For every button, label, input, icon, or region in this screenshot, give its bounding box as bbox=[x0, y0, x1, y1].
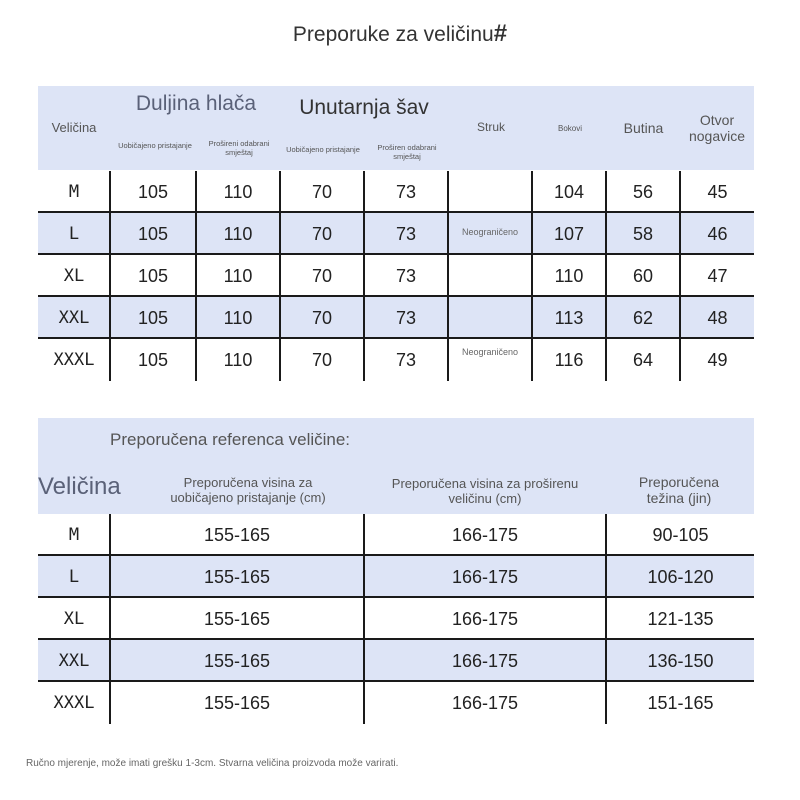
t1-waist-note: Neograničeno bbox=[461, 227, 519, 237]
t1-cell-length-ext: 110 bbox=[223, 181, 253, 202]
t2-cell-size: XL bbox=[63, 609, 85, 629]
t1-header-size: Veličina bbox=[51, 120, 97, 135]
t1-waist-note: Neograničeno bbox=[461, 347, 519, 357]
t2-cell-height-normal: 155-165 bbox=[203, 650, 271, 671]
t2-cell-height-ext: 166-175 bbox=[451, 608, 519, 629]
t1-cell-length-normal: 105 bbox=[137, 349, 169, 370]
t1-cell-hips: 107 bbox=[553, 223, 585, 244]
t1-header-length-group: Duljina hlača bbox=[135, 92, 257, 115]
t1-cell-inseam-normal: 70 bbox=[311, 307, 333, 328]
t1-cell-length-ext: 110 bbox=[223, 265, 253, 286]
t1-cell-thigh: 60 bbox=[632, 265, 654, 286]
t2-header-size: Veličina bbox=[38, 473, 121, 500]
t1-header-inseam-ext: Proširen odabrani smještaj bbox=[377, 143, 437, 161]
t1-cell-inseam-ext: 73 bbox=[395, 181, 417, 202]
page-title-text: Preporuke za veličinu bbox=[292, 23, 494, 46]
t1-cell-inseam-ext: 73 bbox=[395, 307, 417, 328]
t1-cell-size: L bbox=[68, 224, 80, 244]
t2-cell-height-normal: 155-165 bbox=[203, 692, 271, 713]
t1-cell-size: XXXL bbox=[53, 350, 95, 370]
t1-header-hips: Bokovi bbox=[557, 124, 582, 133]
t1-cell-hips: 116 bbox=[554, 349, 584, 370]
t1-header-thigh: Butina bbox=[623, 120, 664, 136]
t2-cell-height-ext: 166-175 bbox=[451, 692, 519, 713]
t1-cell-thigh: 58 bbox=[632, 223, 654, 244]
t2-cell-height-normal: 155-165 bbox=[203, 608, 271, 629]
t2-cell-size: L bbox=[68, 567, 80, 587]
t1-cell-thigh: 64 bbox=[632, 349, 654, 370]
t1-header-hem: Otvor nogavice bbox=[688, 112, 746, 145]
t1-cell-thigh: 62 bbox=[632, 307, 654, 328]
t1-cell-hem: 45 bbox=[707, 181, 728, 202]
t1-cell-thigh: 56 bbox=[632, 181, 654, 202]
t1-cell-hem: 48 bbox=[707, 307, 728, 328]
t1-cell-length-normal: 105 bbox=[137, 265, 169, 286]
t1-cell-inseam-normal: 70 bbox=[311, 223, 333, 244]
t2-header-height-ext: Preporučena visina za proširenu veličinu (cm) bbox=[391, 476, 579, 506]
t2-cell-height-normal: 155-165 bbox=[203, 566, 271, 587]
t1-cell-inseam-ext: 73 bbox=[395, 349, 417, 370]
t1-header-length-ext: Prošireni odabrani smještaj bbox=[208, 139, 270, 157]
t2-cell-weight: 136-150 bbox=[647, 650, 714, 671]
t1-cell-length-ext: 110 bbox=[223, 223, 253, 244]
t1-cell-inseam-ext: 73 bbox=[395, 265, 417, 286]
t1-cell-inseam-normal: 70 bbox=[311, 349, 333, 370]
t1-cell-hips: 110 bbox=[554, 265, 584, 286]
t2-header-height-normal: Preporučena visina za uobičajeno pristajanje (cm) bbox=[170, 475, 326, 505]
t2-header-weight: Preporučena težina (jin) bbox=[638, 474, 720, 507]
t2-cell-weight: 106-120 bbox=[647, 566, 714, 587]
t2-cell-size: XXL bbox=[58, 651, 90, 671]
t1-cell-length-ext: 110 bbox=[223, 349, 253, 370]
t2-cell-height-normal: 155-165 bbox=[203, 524, 271, 545]
t2-cell-weight: 151-165 bbox=[647, 692, 714, 713]
hash-symbol: # bbox=[493, 20, 508, 47]
t1-header-waist: Struk bbox=[476, 120, 505, 134]
t1-cell-length-ext: 110 bbox=[223, 307, 253, 328]
t1-header-inseam-normal: Uobičajeno pristajanje bbox=[286, 145, 360, 154]
t1-cell-hips: 113 bbox=[554, 307, 584, 328]
t1-cell-length-normal: 105 bbox=[137, 223, 169, 244]
t1-cell-length-normal: 105 bbox=[137, 181, 169, 202]
t1-cell-hem: 49 bbox=[707, 349, 728, 370]
t1-cell-size: XL bbox=[63, 266, 85, 286]
t1-cell-hips: 104 bbox=[553, 181, 585, 202]
t1-cell-length-normal: 105 bbox=[137, 307, 169, 328]
t1-cell-inseam-normal: 70 bbox=[311, 265, 333, 286]
t1-cell-size: XXL bbox=[58, 308, 90, 328]
t1-cell-inseam-normal: 70 bbox=[311, 181, 333, 202]
t1-cell-hem: 47 bbox=[707, 265, 728, 286]
t2-cell-weight: 90-105 bbox=[652, 524, 709, 545]
footnote: Ručno mjerenje, može imati grešku 1-3cm. Stvarna veličina proizvoda može varirati. bbox=[26, 758, 399, 769]
t1-cell-hem: 46 bbox=[707, 223, 728, 244]
page-title bbox=[0, 20, 800, 48]
t2-caption: Preporučena referenca veličine: bbox=[110, 430, 351, 449]
t1-header-length-normal: Uobičajeno pristajanje bbox=[118, 141, 192, 150]
t2-cell-size: XXXL bbox=[53, 693, 95, 713]
t1-header-inseam-group: Unutarnja šav bbox=[299, 96, 429, 119]
t2-cell-height-ext: 166-175 bbox=[451, 566, 519, 587]
t2-cell-size: M bbox=[68, 525, 80, 545]
t2-cell-weight: 121-135 bbox=[647, 608, 714, 629]
t2-cell-height-ext: 166-175 bbox=[451, 524, 519, 545]
t2-cell-height-ext: 166-175 bbox=[451, 650, 519, 671]
t1-cell-inseam-ext: 73 bbox=[395, 223, 417, 244]
t1-cell-size: M bbox=[68, 182, 80, 202]
